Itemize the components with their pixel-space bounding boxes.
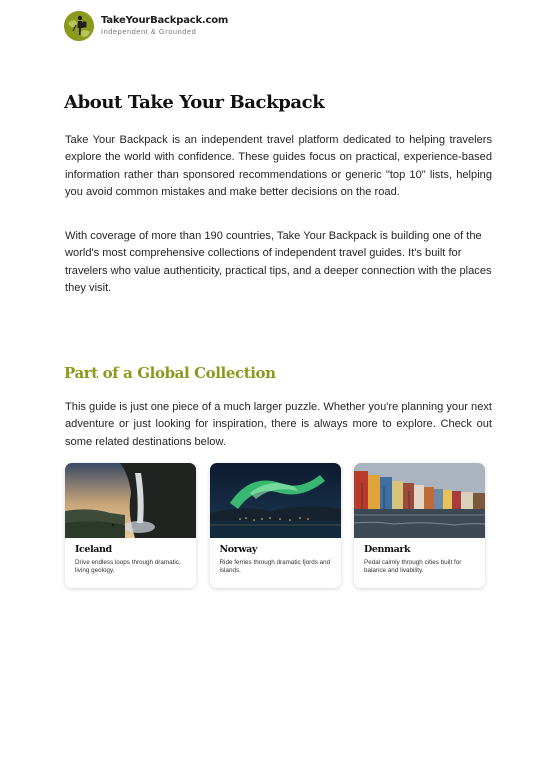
- iceland-waterfall-image: [65, 463, 196, 538]
- card-title: Norway: [219, 544, 257, 555]
- destination-card-iceland[interactable]: [65, 463, 196, 588]
- about-paragraph-1: Take Your Backpack is an independent travel platform dedicated to helping travelers explore the world with confidence. These guides focus on practical, experience-based information rather than sponsored recommendations or generic "top 10" lists, helping you avoid common mistakes and make better decisions on the road.: [65, 134, 492, 198]
- about-paragraph-2: With coverage of more than 190 countries, Take Your Backpack is building one of the world's most comprehensive collections of independent travel guides. It's built for travelers who value authenticity, practical tips, and a deeper connection with the places they visit.: [65, 230, 492, 294]
- card-description: Drive endless loops through dramatic, living geology.: [75, 559, 181, 575]
- card-title: Denmark: [364, 544, 411, 555]
- site-header: [64, 11, 228, 41]
- collection-title: Part of a Global Collection: [64, 364, 276, 382]
- card-description: Ride ferries through dramatic fjords and islands.: [219, 559, 331, 575]
- brand: [101, 16, 228, 36]
- denmark-harbour-image: [354, 463, 485, 538]
- norway-aurora-image: [210, 463, 341, 538]
- hiker-globe-icon[interactable]: [64, 11, 94, 41]
- destination-card-norway[interactable]: [210, 463, 341, 588]
- about-title: About Take Your Backpack: [64, 92, 325, 113]
- card-description: Pedal calmly through cities built for balance and livability.: [364, 559, 462, 575]
- brand-tagline: Independent & Grounded: [101, 27, 197, 37]
- collection-paragraph: This guide is just one piece of a much larger puzzle. Whether you're planning your next adventure or just looking for inspiration, there is always more to explore. Check out some related destinations below.: [65, 401, 492, 448]
- card-title: Iceland: [75, 544, 112, 555]
- destination-cards: [65, 463, 485, 588]
- destination-card-denmark[interactable]: [354, 463, 485, 588]
- brand-name[interactable]: TakeYourBackpack.com: [101, 15, 229, 27]
